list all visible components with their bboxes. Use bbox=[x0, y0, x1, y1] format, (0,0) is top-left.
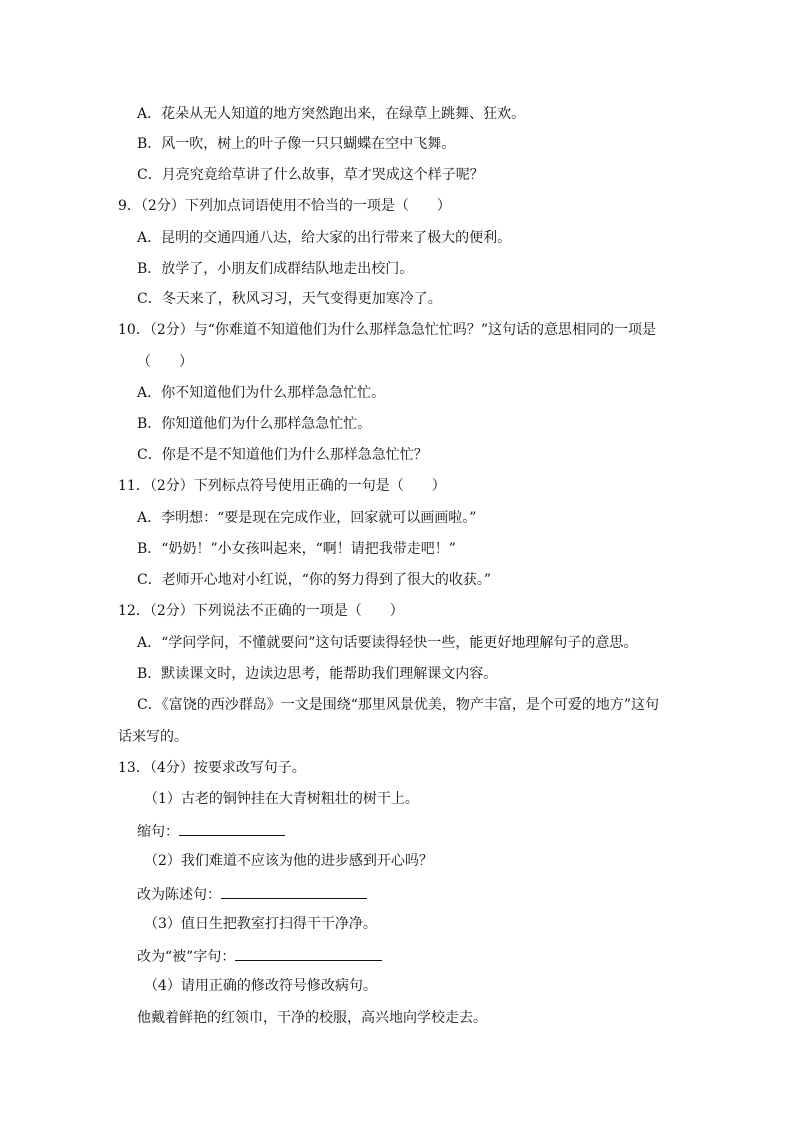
answer-blank-3[interactable] bbox=[235, 946, 382, 961]
q13-answer-3 bbox=[137, 946, 382, 966]
q11-option-c: C．老师开心地对小红说，“你的努力得到了很大的收获。” bbox=[137, 572, 492, 588]
q13-item-3: （3）值日生把教室打扫得干干净净。 bbox=[144, 916, 377, 932]
q12-option-b: B．默读课文时，边读边思考，能帮助我们理解课文内容。 bbox=[137, 666, 498, 682]
q10-option-c: C．你是不是不知道他们为什么那样急急忙忙？ bbox=[137, 447, 428, 463]
q13-answer-2 bbox=[137, 884, 367, 904]
q13-answer-3-label: 改为“被”字句： bbox=[137, 949, 236, 965]
q9-option-b: B．放学了，小朋友们成群结队地走出校门。 bbox=[137, 261, 414, 277]
q9-option-a: A．昆明的交通四通八达，给大家的出行带来了极大的便利。 bbox=[137, 230, 512, 246]
q12-option-a: A．“学问学问，不懂就要问”这句话要读得轻快一些，能更好地理解句子的意思。 bbox=[137, 635, 638, 651]
q13-answer-1-label: 缩句： bbox=[137, 824, 179, 840]
q8-option-a: A．花朵从无人知道的地方突然跑出来，在绿草上跳舞、狂欢。 bbox=[137, 106, 526, 122]
q11-option-b: B．“奶奶！”小女孩叫起来，“啊！请把我带走吧！” bbox=[137, 541, 456, 557]
answer-blank-1[interactable] bbox=[179, 821, 285, 836]
q8-option-b: B．风一吹，树上的叶子像一只只蝴蝶在空中飞舞。 bbox=[137, 136, 456, 152]
q13-item-4: （4）请用正确的修改符号修改病句。 bbox=[144, 978, 377, 994]
q10-stem-continued: （ ） bbox=[137, 354, 193, 370]
q8-option-c: C．月亮究竟给草讲了什么故事，草才哭成这个样子呢？ bbox=[137, 167, 484, 183]
q13-item-1: （1）古老的铜钟挂在大青树粗壮的树干上。 bbox=[144, 791, 419, 807]
q13-item-4-sentence: 他戴着鲜艳的红领巾，干净的校服，高兴地向学校走去。 bbox=[137, 1010, 487, 1026]
q12-option-c: C．《富饶的西沙群岛》一文是围绕“那里风景优美，物产丰富，是个可爱的地方”这句 bbox=[137, 697, 660, 713]
q13-answer-2-label: 改为陈述句： bbox=[137, 887, 221, 903]
q9-stem: 9．（2分）下列加点词语使用不恰当的一项是（ ） bbox=[118, 198, 451, 214]
q10-option-b: B．你知道他们为什么那样急急忙忙。 bbox=[137, 416, 372, 432]
q13-answer-1 bbox=[137, 821, 285, 841]
q13-stem: 13．（4分）按要求改写句子。 bbox=[118, 760, 306, 776]
answer-blank-2[interactable] bbox=[221, 884, 367, 899]
q13-item-2: （2）我们难道不应该为他的进步感到开心吗？ bbox=[144, 853, 433, 869]
q9-option-c: C．冬天来了，秋风习习，天气变得更加寒冷了。 bbox=[137, 291, 442, 307]
q12-option-c-continued: 话来写的。 bbox=[118, 729, 188, 745]
q11-stem: 11．（2分）下列标点符号使用正确的一句是（ ） bbox=[118, 478, 446, 494]
q12-stem: 12．（2分）下列说法不正确的一项是（ ） bbox=[118, 603, 404, 619]
q10-stem: 10．（2分）与“你难道不知道他们为什么那样急急忙忙吗？”这句话的意思相同的一项是 bbox=[118, 322, 657, 338]
q11-option-a: A．李明想：“要是现在完成作业，回家就可以画画啦。” bbox=[137, 510, 477, 526]
q10-option-a: A．你不知道他们为什么那样急急忙忙。 bbox=[137, 385, 386, 401]
